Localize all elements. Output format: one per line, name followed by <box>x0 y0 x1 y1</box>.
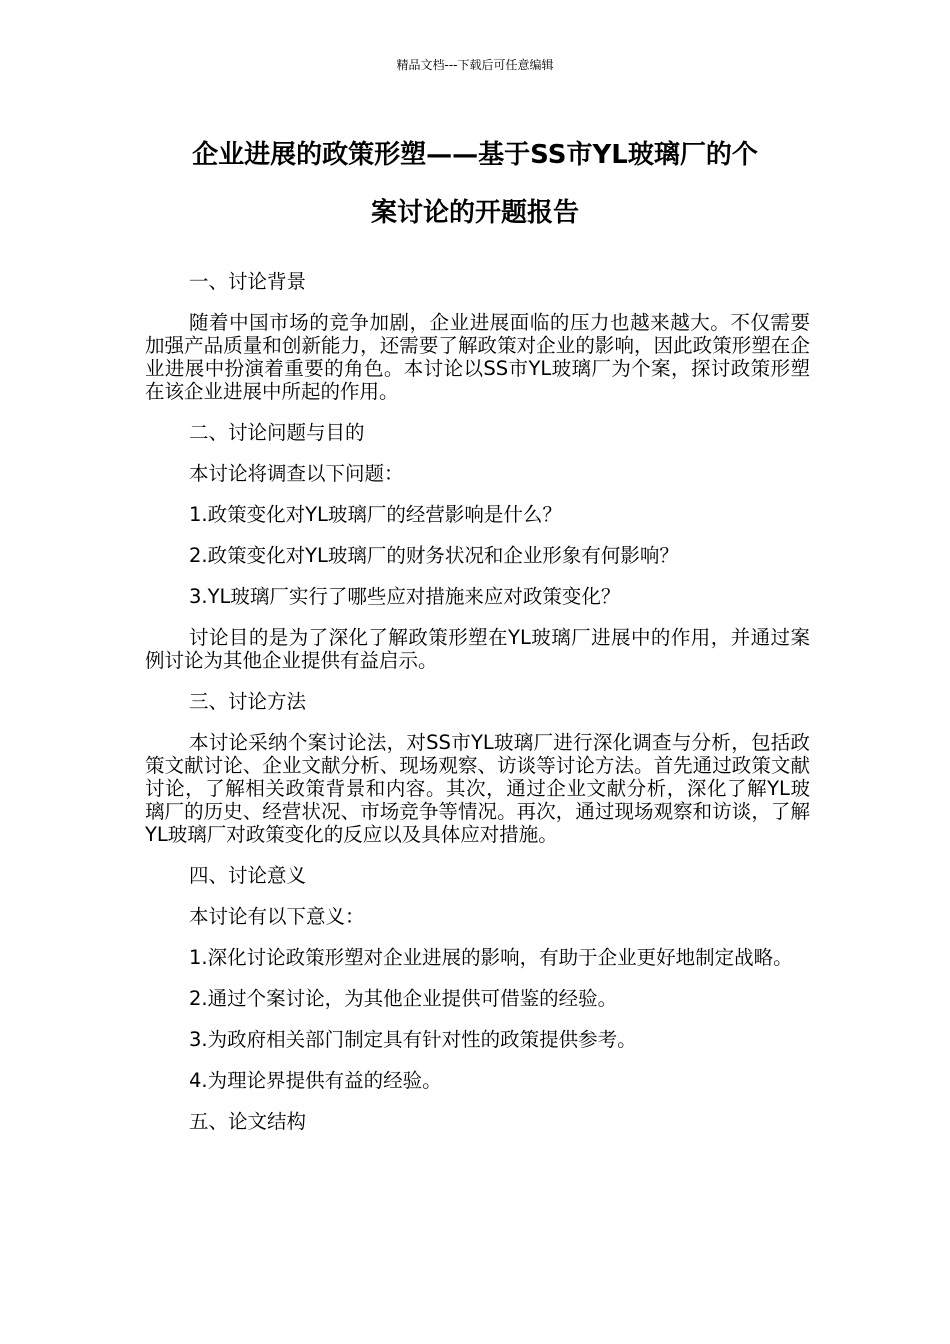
section-heading-background: 一、讨论背景 <box>189 270 307 293</box>
paragraph-questions-intro: 本讨论将调查以下问题： <box>189 462 404 485</box>
significance-item-2: 2.通过个案讨论，为其他企业提供可借鉴的经验。 <box>189 987 618 1010</box>
page-header: 精品文档---下载后可任意编辑 <box>396 58 554 72</box>
paragraph-methods: 本讨论采纳个案讨论法，对SS市YL玻璃厂进行深化调查与分析，包括政策文献讨论、企业文献分析、现场观察、访谈等讨论方法。首先通过政策文献讨论，了解相关政策背景和内容。其次，通过企业文献分析，深化了解YL玻璃厂的历史、经营状况、市场竞争等情况。再次，通过现场观察和访谈，了解YL玻璃厂对政策变化的反应以及具体应对措施。 <box>145 731 810 846</box>
section-heading-significance: 四、讨论意义 <box>189 864 307 887</box>
document-title-line-1: 企业进展的政策形塑——基于SS市YL玻璃厂的个 <box>192 140 758 170</box>
paragraph-significance-intro: 本讨论有以下意义： <box>189 905 365 928</box>
question-item-1: 1.政策变化对YL玻璃厂的经营影响是什么？ <box>189 503 562 526</box>
section-heading-questions: 二、讨论问题与目的 <box>189 421 365 444</box>
paragraph-background: 随着中国市场的竞争加剧，企业进展面临的压力也越来越大。不仅需要加强产品质量和创新能力，还需要了解政策对企业的影响，因此政策形塑在企业进展中扮演着重要的角色。本讨论以SS市YL玻璃厂为个案，探讨政策形塑在该企业进展中所起的作用。 <box>145 311 810 403</box>
question-item-2: 2.政策变化对YL玻璃厂的财务状况和企业形象有何影响？ <box>189 544 679 567</box>
section-heading-structure: 五、论文结构 <box>189 1110 307 1133</box>
section-heading-methods: 三、讨论方法 <box>189 690 307 713</box>
document-title-line-2: 案讨论的开题报告 <box>370 198 579 228</box>
significance-item-4: 4.为理论界提供有益的经验。 <box>189 1069 442 1092</box>
paragraph-purpose: 讨论目的是为了深化了解政策形塑在YL玻璃厂进展中的作用，并通过案例讨论为其他企业提供有益启示。 <box>145 626 810 672</box>
significance-item-3: 3.为政府相关部门制定具有针对性的政策提供参考。 <box>189 1028 637 1051</box>
question-item-3: 3.YL玻璃厂实行了哪些应对措施来应对政策变化？ <box>189 585 621 608</box>
significance-item-1: 1.深化讨论政策形塑对企业进展的影响，有助于企业更好地制定战略。 <box>189 946 793 969</box>
document-body <box>145 270 810 1151</box>
